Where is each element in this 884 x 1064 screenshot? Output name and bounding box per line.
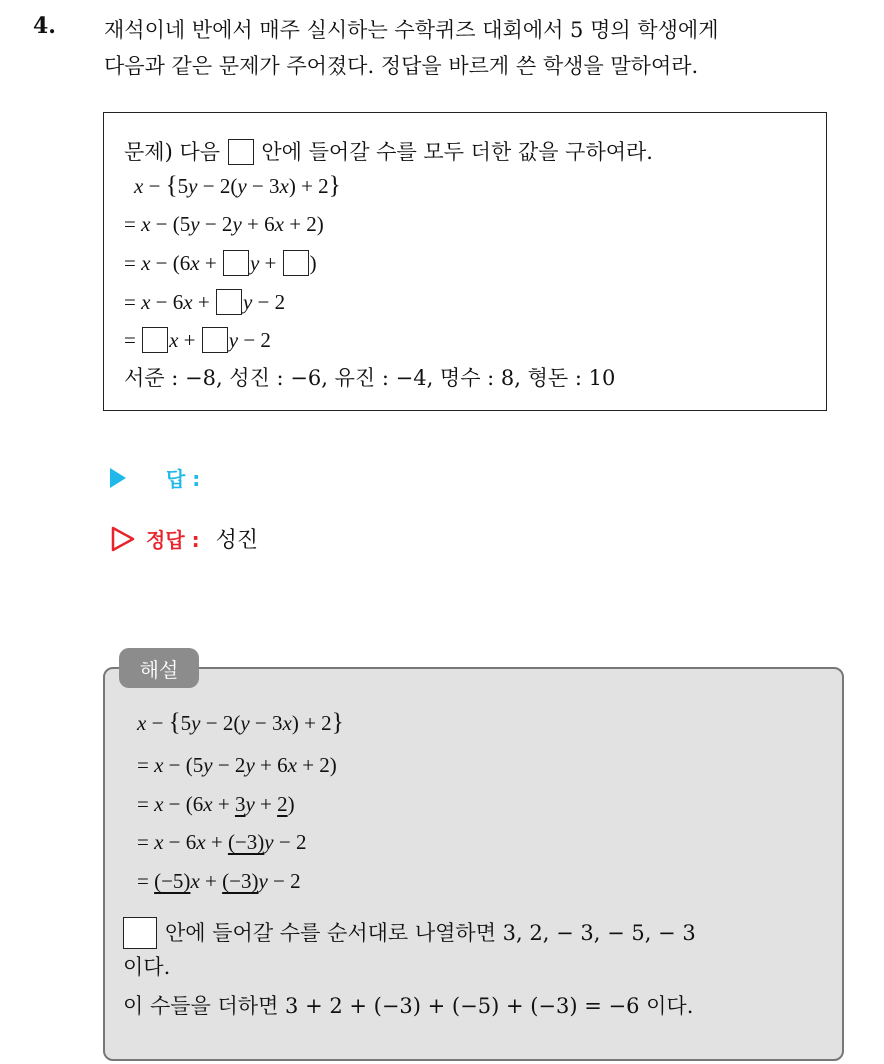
problem-box [103, 112, 827, 411]
problem-prefix: 문제) 다음 [124, 140, 221, 164]
equation-line-5: = x + y − 2 [124, 328, 271, 352]
blank-box-icon [123, 917, 157, 949]
explanation-tab: 해설 [119, 648, 199, 688]
blank-box-icon [228, 139, 254, 165]
correct-answer-row [110, 523, 258, 554]
blank-box-icon [223, 250, 249, 276]
problem-instruction [124, 137, 653, 167]
solution-line-1: x − {5y − 2(y − 3x) + 2} [137, 709, 344, 736]
answer-row [110, 463, 200, 492]
equation-line-4: = x − 6x + y − 2 [124, 290, 286, 314]
solution-line-3: = x − (6x + 3y + 2) [137, 792, 295, 816]
solution-blank-text: 안에 들어갈 수를 순서대로 나열하면 3, 2, − 3, − 5, − 3 [165, 921, 696, 945]
solution-line-5: = (−5)x + (−3)y − 2 [137, 869, 301, 893]
blank-box-icon [202, 327, 228, 353]
solution-end-1: 이다. [123, 955, 171, 979]
play-triangle-icon [110, 468, 126, 488]
blank-box-icon [142, 327, 168, 353]
question-text [104, 12, 874, 84]
solution-line-2: = x − (5y − 2y + 6x + 2) [137, 753, 337, 777]
blank-box-icon [283, 250, 309, 276]
student-answers: 서준 : −8, 성진 : −6, 유진 : −4, 명수 : 8, 형돈 : 10 [124, 366, 616, 390]
equation-line-2: = x − (5y − 2y + 6x + 2) [124, 212, 324, 236]
answer-label: 답 : [166, 467, 201, 491]
solution-sum-sentence: 이 수들을 더하면 3 + 2 + (−3) + (−5) + (−3) = −6 이다. [123, 994, 694, 1018]
problem-suffix: 안에 들어갈 수를 모두 더한 값을 구하여라. [261, 140, 653, 164]
outline-triangle-icon [110, 526, 136, 552]
question-number: 4. [33, 13, 56, 39]
correct-value: 성진 [215, 528, 259, 553]
equation-line-3: = x − (6x + y + ) [124, 251, 317, 275]
blank-box-icon [216, 289, 242, 315]
correct-label: 정답 : [146, 528, 200, 552]
question-line-2: 다음과 같은 문제가 주어졌다. 정답을 바르게 쓴 학생을 말하여라. [104, 54, 699, 78]
solution-line-4: = x − 6x + (−3)y − 2 [137, 830, 307, 854]
equation-line-1: x − {5y − 2(y − 3x) + 2} [134, 172, 341, 199]
question-line-1: 재석이네 반에서 매주 실시하는 수학퀴즈 대회에서 5 명의 학생에게 [104, 18, 719, 42]
solution-blank-sentence [123, 918, 696, 951]
